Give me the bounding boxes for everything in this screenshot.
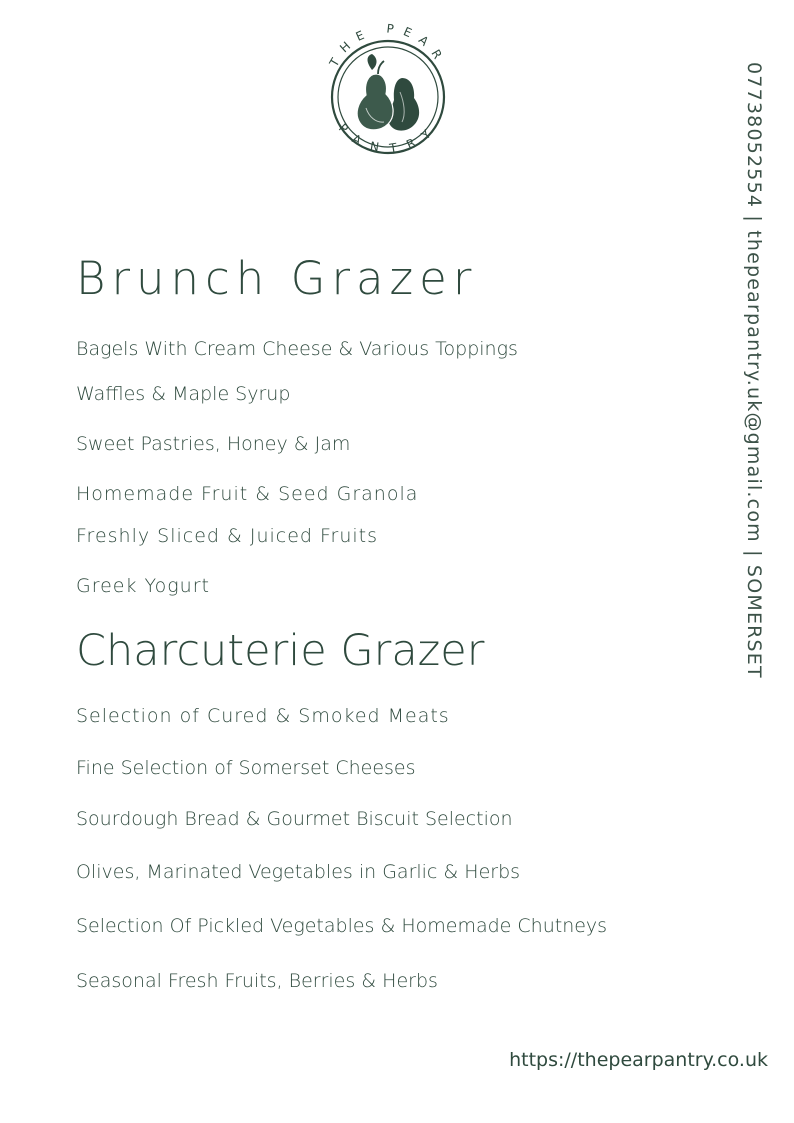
menu-item: Olives, Marinated Vegetables in Garlic & Herbs (76, 861, 521, 883)
menu-item: Selection of Cured & Smoked Meats (76, 705, 450, 727)
menu-item: Greek Yogurt (76, 575, 210, 597)
charcuterie-grazer-title: Charcuterie Grazer (76, 626, 485, 676)
menu-item: Selection Of Pickled Vegetables & Homemade Chutneys (76, 915, 608, 937)
menu-item: Fine Selection of Somerset Cheeses (76, 757, 416, 779)
menu-item: Waffles & Maple Syrup (76, 383, 291, 405)
menu-item: Sourdough Bread & Gourmet Biscuit Selection (76, 808, 513, 830)
svg-text:PANTRY (336, 121, 440, 156)
menu-item: Homemade Fruit & Seed Granola (76, 483, 419, 505)
menu-item: Seasonal Fresh Fruits, Berries & Herbs (76, 970, 438, 992)
logo-bottom-text: PANTRY (336, 120, 440, 156)
brunch-grazer-title: Brunch Grazer (76, 252, 478, 305)
menu-item: Sweet Pastries, Honey & Jam (76, 433, 351, 455)
menu-item: Freshly Sliced & Juiced Fruits (76, 525, 379, 547)
pear-icon (357, 54, 419, 131)
logo-top-text: THE PEAR (326, 22, 450, 70)
website-link[interactable]: https://thepearpantry.co.uk (509, 1049, 768, 1071)
contact-info: 07738052554 | thepearpantry.uk@gmail.com | SOMERSET (743, 62, 765, 679)
menu-item: Bagels With Cream Cheese & Various Toppings (76, 338, 518, 360)
logo (314, 22, 462, 178)
